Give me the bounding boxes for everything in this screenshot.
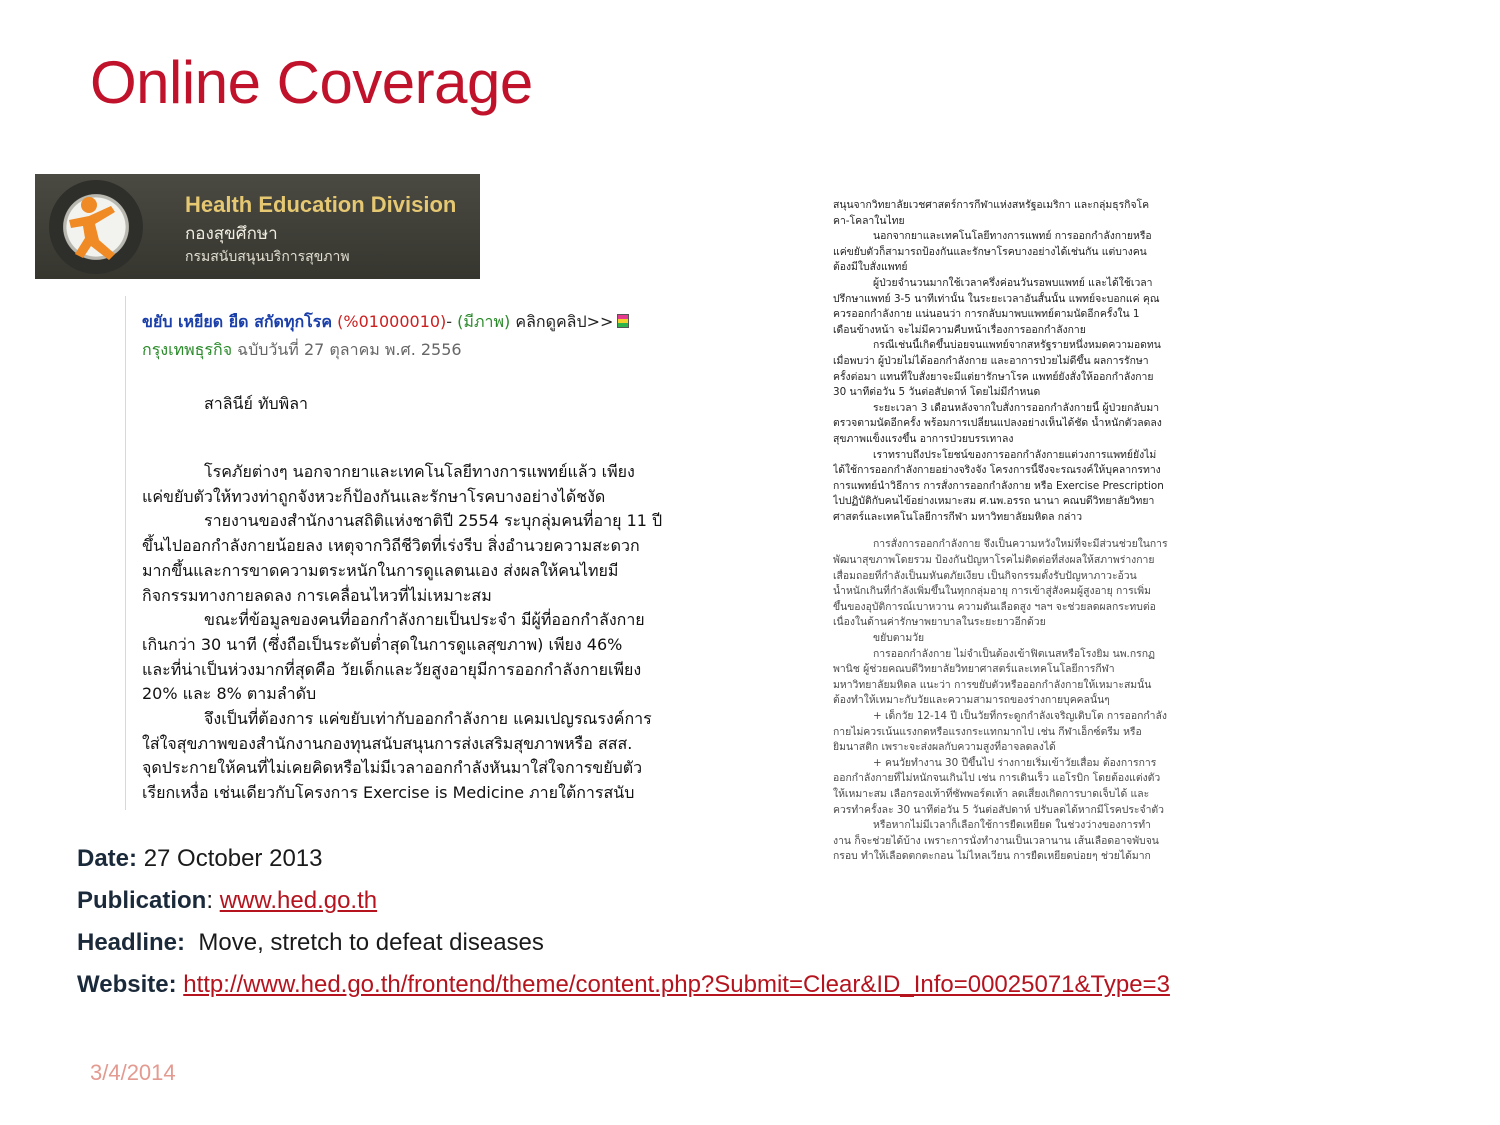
article-line: รายงานของสำนักงานสถิติแห่งชาติปี 2554 ระบุกลุ่มคนที่อายุ 11 ปี [204,511,663,531]
article-line: กรอบ ทำให้เลือดตกตะกอน ไม่ไหลเวียน การยืดเหยียดบ่อยๆ ช่วยได้มาก [833,850,1151,863]
publication-label: Publication [77,887,207,914]
article-line: ตรวจตามนัดอีกครั้ง พร้อมการเปลี่ยนแปลงอย่างเห็นได้ชัด น้ำหนักตัวลดลง [833,417,1162,430]
article-line: ควรทำครั้งละ 30 นาทีต่อวัน 5 วันต่อสัปดาห์ ปรับลดได้หากมีโรคประจำตัว [833,803,1165,816]
clip-icon[interactable] [617,314,629,328]
article-line: งาน ก็จะช่วยได้บ้าง เพราะการนั่งทำงานเป็นเวลานาน เส้นเลือดอาจพับจน [833,834,1159,847]
article-author: สาลินีย์ ทับพิลา [204,394,308,413]
meta-headline-row [77,929,1170,971]
article-line: มากขึ้นและการขาดความตระหนักในการดูแลตนเอง ส่งผลให้คนไทยมี [142,560,619,580]
article-line: กรณีเช่นนี้เกิดขึ้นบ่อยจนแพทย์จากสหรัฐรายหนึ่งหมดความอดทน [873,339,1161,352]
article-line: แค่ขยับตัวก็สามารถป้องกันและรักษาโรคบางอย่างได้เช่นกัน แต่บางคน [833,245,1147,258]
hed-logo-emblem [49,180,143,274]
publication-colon: : [206,887,214,914]
article-line: การแพทย์นำวิธีการ การสั่งการออกกำลังกาย หรือ Exercise Prescription [833,479,1164,492]
article-line: ได้ใช้การออกกำลังกายอย่างจริงจัง โครงการนี้จึงจะรณรงค์ให้บุคลากรทาง [833,464,1161,477]
article-body [142,460,727,806]
logo-thai-department: กรมสนับสนุนบริการสุขภาพ [185,249,350,265]
article-source-name: กรุงเทพธุรกิจ [142,340,233,359]
article-line: น้ำหนักเกินที่กำลังเพิ่มขึ้นในทุกกลุ่มอายุ การเข้าสู่สังคมผู้สูงอายุ การเพิ่ม [833,585,1151,598]
meta-website-row [77,971,1170,1013]
article-line: ยิมนาสติก เพราะจะส่งผลกับความสูงที่อาจลดลงได้ [833,741,1056,754]
article-source-row [142,338,462,363]
article-line: เกินกว่า 30 นาที (ซึ่งถือเป็นระดับต่ำสุดในการดูแลสุขภาพ) เพียง 46% [142,634,623,654]
article-line: มหาวิทยาลัยมหิดล แนะว่า การขยับตัวหรือออกกำลังกายให้เหมาะสมนั้น [833,678,1152,691]
article-line: เมื่อพบว่า ผู้ป่วยไม่ได้ออกกำลังกาย และอาการป่วยไม่ดีขึ้น ผลการรักษา [833,354,1149,367]
article-code: (%01000010) [337,312,447,331]
article-line: กิจกรรมทางกายลดลง การเคลื่อนไหวที่ไม่เหมาะสม [142,585,492,605]
article-line: ขยับตามวัย [873,632,925,645]
article-line: ไปปฏิบัติกับคนไข้อย่างเหมาะสม ศ.นพ.อรรถ นานา คณบดีวิทยาลัยวิทยา [833,495,1155,508]
publication-link[interactable]: www.hed.go.th [219,887,378,914]
article-line: ควรออกกำลังกาย แน่นอนว่า การกลับมาพบแพทย์ตามนัดอีกครั้งใน 1 [833,308,1140,321]
article-line: แค่ขยับตัวให้ทวงท่าถูกจังหวะก็ป้องกันและรักษาโรคบางอย่างได้ชงัด [142,486,606,506]
article-line: 30 นาทีต่อวัน 5 วันต่อสัปดาห์ โดยไม่มีกำหนด [833,386,1041,399]
article-line: ศาสตร์และเทคโนโลยีการกีฬา มหาวิทยาลัยมหิดล กล่าว [833,510,1083,523]
article-line: หรือหากไม่มีเวลาก็เลือกใช้การยืดเหยียด ในช่วงว่างของการทำ [873,819,1151,832]
meta-publication-row [77,887,1170,929]
article-line: ขึ้นของอุบัติการณ์เบาหวาน ความดันเลือดสูง ฯลฯ จะช่วยลดผลกระทบต่อ [833,600,1156,613]
article-line: จุดประกายให้คนที่ไม่เคยคิดหรือไม่มีเวลาออกกำลังหันมาใส่ใจการขยับตัว [142,758,643,778]
coverage-meta [77,845,1170,1013]
article-line: ระยะเวลา 3 เดือนหลังจากใบสั่งการออกกำลังกายนี้ ผู้ป่วยกลับมา [873,401,1160,414]
running-figure-icon [49,180,143,274]
article-line: จึงเป็นที่ต้องการ แค่ขยับเท่ากับออกกำลังกาย แคมเปญรณรงค์การ [204,709,652,729]
article-line: กายไม่ควรเน้นแรงกดหรือแรงกระแทกมากไป เช่น กีฬาเอ็กซ์ตรีม หรือ [833,725,1142,738]
article-line: เสื่อมถอยที่กำลังเป็นมหันตภัยเงียบ เป็นกิจกรรมตั้งรับปัญหาภาวะอ้วน [833,569,1137,582]
article-line: + คนวัยทำงาน 30 ปีขึ้นไป ร่างกายเริ่มเข้าวัยเสื่อม ต้องการการ [873,756,1157,769]
article-line: ต้องทำให้เหมาะกับวัยและความสามารถของร่างกายบุคคลนั้นๆ [833,694,1110,707]
article-line: เรียกเหงื่อ เช่นเดียวกับโครงการ Exercise is Medicine ภายใต้การสนับ [142,783,635,803]
article-line: พัฒนาสุขภาพโดยรวม ป้องกันปัญหาโรคไม่ติดต่อที่ส่งผลให้สภาพร่างกาย [833,554,1155,567]
article-line: คา-โคลาในไทย [833,214,905,227]
article-line: เดือนข้างหน้า จะไม่มีความคืบหน้าเรื่องการออกกำลังกาย [833,323,1086,336]
article-line: 20% และ 8% ตามลำดับ [142,684,317,704]
article-line: ขึ้นไปออกกำลังกายน้อยลง เหตุจากวิถีชีวิตที่เร่งรีบ สิ่งอำนวยความสะดวก [142,536,640,556]
logo-english-name: Health Education Division [185,192,457,217]
article-line: สุขภาพแข็งแรงขึ้น อาการป่วยบรรเทาลง [833,432,1014,445]
website-link[interactable]: http://www.hed.go.th/frontend/theme/content.php?Submit=Clear&ID_Info=00025071&Type=3 [183,971,1170,998]
headline-value: Move, stretch to defeat diseases [198,929,544,956]
headline-label: Headline: [77,929,186,956]
article-line: การสั่งการออกกำลังกาย จึงเป็นความหวังใหม่ที่จะมีส่วนช่วยในการ [873,538,1168,551]
article-line: ต้องมีใบสั่งแพทย์ [833,261,908,274]
article-headline-row [142,310,629,335]
article-line: ครั้งต่อมา แทนที่ใบสั่งยาจะมีแต่ยารักษาโรค แพทย์ยังสั่งให้ออกกำลังกาย [833,370,1154,383]
clip-link[interactable]: คลิกดูคลิป>> [515,312,614,331]
hed-logo-banner [35,174,480,279]
slide-footer-date: 3/4/2014 [90,1060,176,1085]
article-line: และที่น่าเป็นห่วงมากที่สุดคือ วัยเด็กและวัยสูงอายุมีการออกกำลังกายเพียง [142,659,642,679]
article-line: ขณะที่ข้อมูลของคนที่ออกกำลังกายเป็นประจำ มีผู้ที่ออกกำลังกาย [204,610,645,630]
article-line: เนื่องในด้านค่ารักษาพยาบาลในระยะยาวอีกด้วย [833,616,1046,629]
article-line: การออกกำลังกาย ไม่จำเป็นต้องเข้าฟิตเนสหรือโรงยิม นพ.กรกฏ [873,647,1156,660]
article-line: ออกกำลังกายที่ไม่หนักจนเกินไป เช่น การเดินเร็ว แอโรบิก โดยต้องแต่งตัว [833,772,1161,785]
article-picture-note: (มีภาพ) [457,312,511,331]
article-line: นอกจากยาและเทคโนโลยีทางการแพทย์ การออกกำลังกายหรือ [873,230,1152,243]
logo-thai-name: กองสุขศึกษา [185,224,278,244]
article-line: เราทราบถึงประโยชน์ของการออกกำลังกายแต่วงการแพทย์ยังไม่ [873,448,1157,461]
article-line: ผู้ป่วยจำนวนมากใช้เวลาครึ่งค่อนวันรอพบแพทย์ และได้ใช้เวลา [873,276,1153,289]
website-label: Website: [77,971,177,998]
article-line: ให้เหมาะสม เลือกรองเท้าที่ซัพพอร์ตเท้า ลดเสี่ยงเกิดการบาดเจ็บได้ และ [833,787,1150,800]
date-label: Date: [77,845,138,872]
article-dash: - [446,312,453,331]
article-line: + เด็กวัย 12-14 ปี เป็นวัยที่กระดูกกำลังเจริญเติบโต การออกกำลัง [873,710,1167,722]
article-line: พานิช ผู้ช่วยคณบดีวิทยาลัยวิทยาศาสตร์และเทคโนโลยีการกีฬา [833,663,1115,676]
article-headline[interactable]: ขยับ เหยียด ยืด สกัดทุกโรค [142,312,333,331]
article-line: โรคภัยต่างๆ นอกจากยาและเทคโนโลยีทางการแพทย์แล้ว เพียง [204,462,635,481]
slide-title: Online Coverage [90,49,533,116]
article-line: ใส่ใจสุขภาพของสำนักงานกองทุนสนับสนุนการส่งเสริมสุขภาพหรือ สสส. [142,733,633,753]
article-clipping-right [833,198,1205,865]
article-clipping-left [125,296,726,810]
date-value: 27 October 2013 [143,845,323,872]
article-line: สนุนจากวิทยาลัยเวชศาสตร์การกีฬาแห่งสหรัฐอเมริกา และกลุ่มธุรกิจโค [833,199,1150,211]
meta-date-row [77,845,1170,887]
article-line: ปรึกษาแพทย์ 3-5 นาทีเท่านั้น ในระยะเวลาอันสั้นนั้น แพทย์จะบอกแค่ คุณ [833,292,1160,305]
article-source-date: ฉบับวันที่ 27 ตุลาคม พ.ศ. 2556 [237,340,462,359]
